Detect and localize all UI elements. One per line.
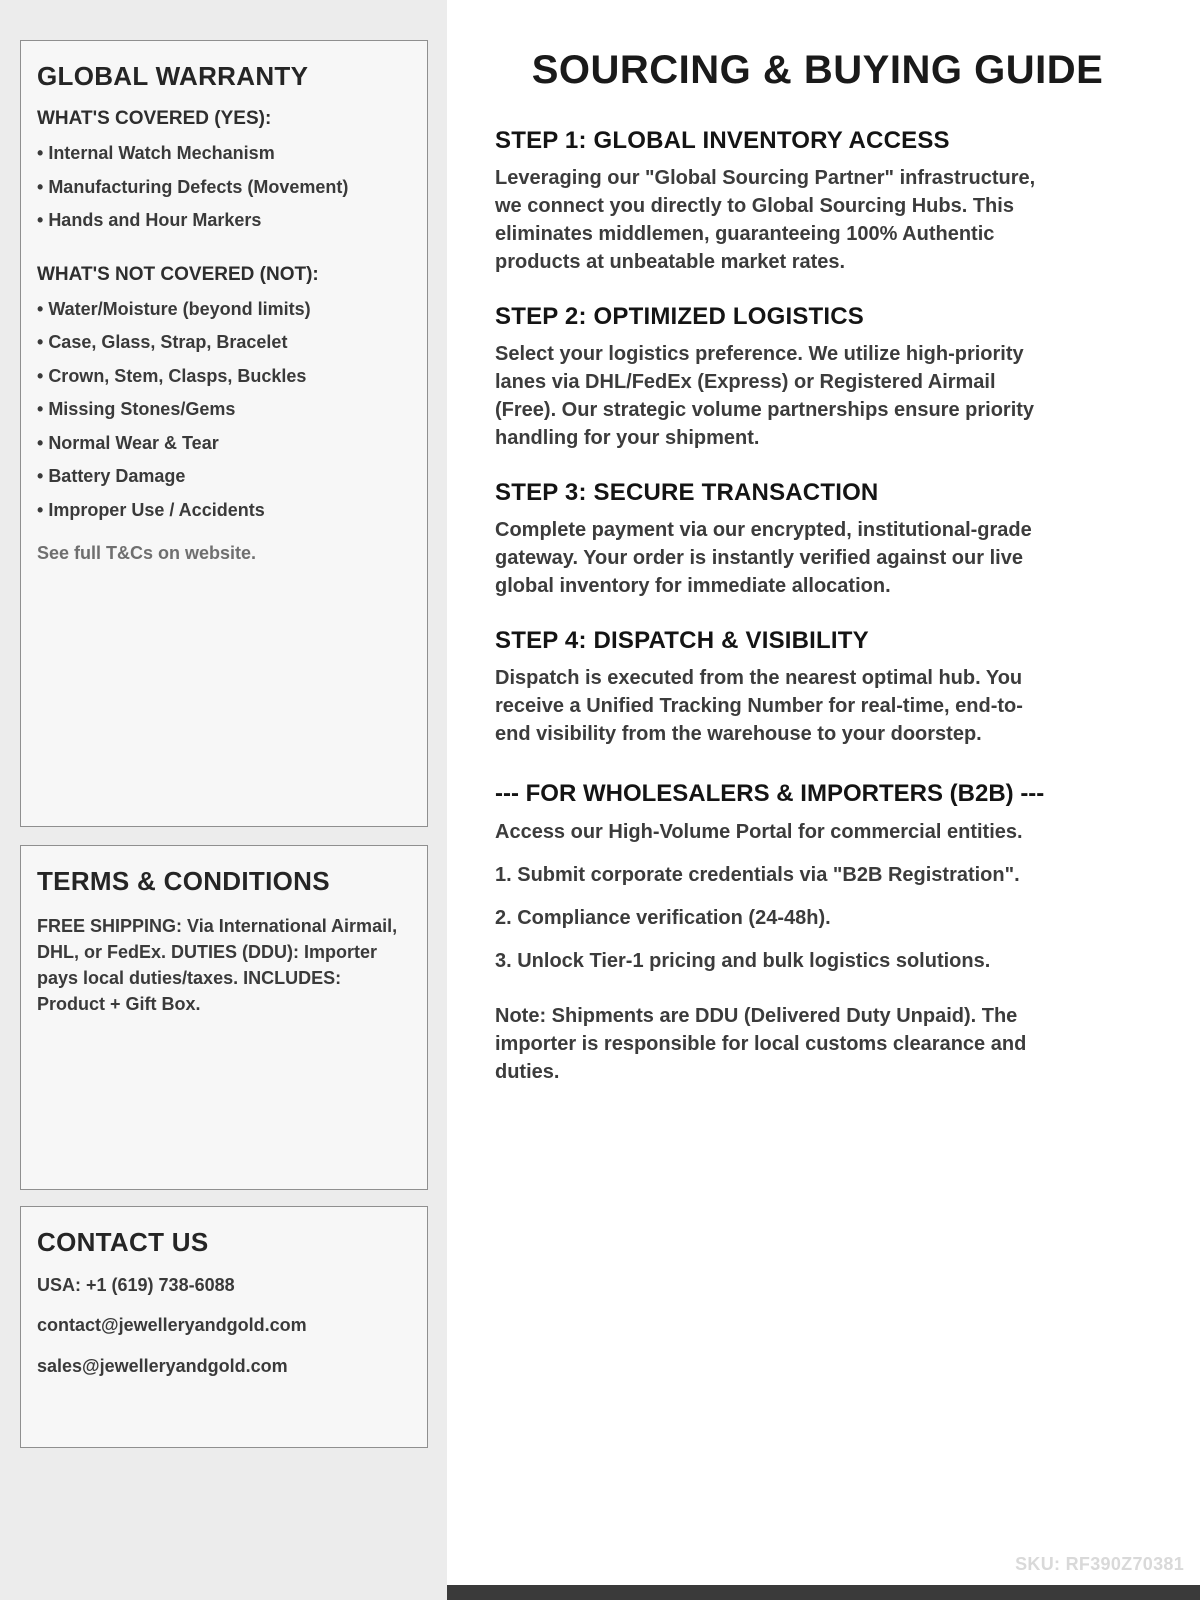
list-item: • Battery Damage xyxy=(37,465,411,488)
warranty-footnote: See full T&Cs on website. xyxy=(37,543,257,563)
terms-body: FREE SHIPPING: Via International Airmail, DHL, or FedEx. DUTIES (DDU): Importer pays local duties/taxes. INCLUDES: Product + Gift Box. xyxy=(37,916,398,1015)
page-title: SOURCING & BUYING GUIDE xyxy=(531,48,1104,92)
footer-bar xyxy=(447,1585,1200,1600)
b2b-item-3: 3. Unlock Tier-1 pricing and bulk logistics solutions. xyxy=(495,950,991,972)
terms-box xyxy=(20,845,428,1190)
list-item: • Improper Use / Accidents xyxy=(37,499,411,522)
sidebar xyxy=(0,0,447,1600)
contact-title: CONTACT US xyxy=(37,1227,209,1257)
step-2-heading: STEP 2: OPTIMIZED LOGISTICS xyxy=(495,303,864,330)
warranty-not-covered-list xyxy=(37,298,411,522)
list-item: • Water/Moisture (beyond limits) xyxy=(37,298,411,321)
contact-email: contact@jewelleryandgold.com xyxy=(37,1315,307,1336)
sku-label: SKU: RF390Z70381 xyxy=(1015,1554,1184,1574)
list-item: • Hands and Hour Markers xyxy=(37,209,411,232)
warranty-covered-list xyxy=(37,142,411,232)
step-1-section xyxy=(495,127,1140,276)
list-item: • Case, Glass, Strap, Bracelet xyxy=(37,331,411,354)
list-item: • Normal Wear & Tear xyxy=(37,432,411,455)
warranty-not-covered-heading: WHAT'S NOT COVERED (NOT): xyxy=(37,263,319,285)
b2b-intro: Access our High-Volume Portal for commercial entities. xyxy=(495,821,1023,843)
step-4-body: Dispatch is executed from the nearest optimal hub. You receive a Unified Tracking Number for real-time, end-to-end visibility from the warehouse to your doorstep. xyxy=(495,667,1023,745)
step-1-body: Leveraging our "Global Sourcing Partner" infrastructure, we connect you directly to Global Sourcing Hubs. This eliminates middlemen, guaranteeing 100% Authentic products at unbeatable market rates. xyxy=(495,167,1036,273)
warranty-covered-heading: WHAT'S COVERED (YES): xyxy=(37,108,272,129)
b2b-section xyxy=(495,780,1140,1086)
b2b-item-2: 2. Compliance verification (24-48h). xyxy=(495,907,831,929)
list-item: • Missing Stones/Gems xyxy=(37,398,411,421)
step-3-body: Complete payment via our encrypted, institutional-grade gateway. Your order is instantly verified against our live global inventory for immediate allocation. xyxy=(495,519,1032,597)
main-content xyxy=(447,0,1200,1600)
sales-email: sales@jewelleryandgold.com xyxy=(37,1355,288,1376)
b2b-heading: --- FOR WHOLESALERS & IMPORTERS (B2B) --- xyxy=(495,780,1045,807)
list-item: • Crown, Stem, Clasps, Buckles xyxy=(37,365,411,388)
step-4-heading: STEP 4: DISPATCH & VISIBILITY xyxy=(495,627,869,654)
warranty-box xyxy=(20,40,428,827)
step-2-body: Select your logistics preference. We utilize high-priority lanes via DHL/FedEx (Express) or Registered Airmail (Free). Our strategic volume partnerships ensure priority handling for your shipment. xyxy=(495,343,1035,449)
step-3-heading: STEP 3: SECURE TRANSACTION xyxy=(495,479,879,506)
terms-title: TERMS & CONDITIONS xyxy=(37,866,330,896)
warranty-title: GLOBAL WARRANTY xyxy=(37,61,309,91)
step-3-section xyxy=(495,479,1140,600)
contact-box xyxy=(20,1206,428,1448)
b2b-note: Note: Shipments are DDU (Delivered Duty Unpaid). The importer is responsible for local customs clearance and duties. xyxy=(495,1005,1027,1083)
b2b-item-1: 1. Submit corporate credentials via "B2B Registration". xyxy=(495,864,1020,886)
step-1-heading: STEP 1: GLOBAL INVENTORY ACCESS xyxy=(495,127,950,154)
step-2-section xyxy=(495,303,1140,452)
list-item: • Manufacturing Defects (Movement) xyxy=(37,176,411,199)
contact-phone: USA: +1 (619) 738-6088 xyxy=(37,1275,235,1295)
list-item: • Internal Watch Mechanism xyxy=(37,142,411,165)
step-4-section xyxy=(495,627,1140,748)
